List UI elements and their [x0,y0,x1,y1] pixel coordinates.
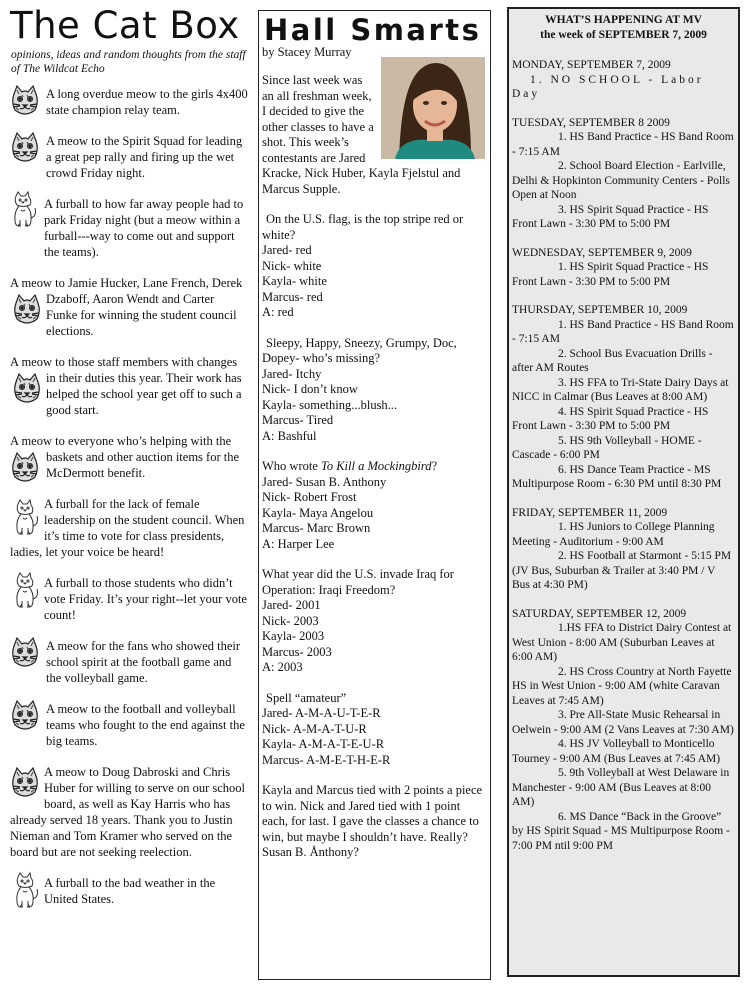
hall-smarts-title: Hall Smarts [264,13,482,47]
quiz-answer: Marcus- A-M-E-T-H-E-R [262,752,391,767]
event-item: 3. HS Spirit Squad Practice - HS Front Lawn - 3:30 PM to 5:00 PM [512,203,709,230]
cat-box-item-text: A furball to those students who didn’t vote Friday. It’s your right--let your vote count! [44,576,247,622]
author-photo [381,57,485,159]
cat-box-item-text: A furball for the lack of female leadership on the student council. When it’s time to vote for class presidents, ladies, let your voice be heard! [10,497,245,559]
quiz-answer: Nick- 2003 [262,613,319,628]
event-day-heading: MONDAY, SEPTEMBER 7, 2009 [512,59,671,71]
quiz-question: Sleepy, Happy, Sneezy, Grumpy, Doc, Dopey- who’s missing? [262,335,457,365]
closing-paragraph: Kayla and Marcus tied with 2 points a piece to win. Nick and Jared tied with 1 point each, for last. I gave the classes a chance to win, but maybe I shouldn’t have. Really? Susan B. Ånthony? [262,783,483,859]
cat-box-item [10,433,248,481]
cat-box-column [10,6,248,981]
cat-box-item-text: A long overdue meow to the girls 4x400 state champion relay team. [46,87,248,117]
subtitle-text: opinions, ideas and random thoughts from the staff of [11,49,246,75]
event-day-heading: SATURDAY, SEPTEMBER 12, 2009 [512,607,687,620]
event-day-heading: TUESDAY, SEPTEMBER 8 2009 [512,116,670,129]
quiz-answer: A: red [262,305,294,319]
quiz-answer: A: Harper Lee [262,536,335,551]
event-item: 4. HS JV Volleyball to Monticello Tourney - 9:00 AM (Bus Leaves at 7:45 AM) [512,738,721,765]
events-week: the week of SEPTEMBER 7, 2009 [540,29,707,41]
event-item: 2. HS Football at Starmont - 5:15 PM (JV Bus, Suburban & Trailer at 3:40 PM / V Bus at 4:30 PM) [512,550,732,591]
quiz-answer: Kayla- A-M-A-T-E-U-R [262,737,385,751]
event-item: 5. HS 9th Volleyball - HOME - Cascade - 6:00 PM [512,434,702,461]
event-item: 3. HS FFA to Tri-State Dairy Days at NICC in Calmar (Bus Leaves at 8:00 AM) [512,376,729,403]
portrait-image [381,57,485,159]
event-item: 1. HS Band Practice - HS Band Room - 7:15 AM [512,318,734,345]
furball-cat-icon [10,498,40,536]
quiz-answer: Marcus- red [262,289,323,304]
event-item: 1. NO SCHOOL - Labor Day [512,73,704,100]
event-item: 1. HS Juniors to College Planning Meeting - Auditorium - 9:00 AM [512,521,715,548]
event-item: 2. School Board Election - Earlville, Delhi & Hopkinton Community Centers - Polls Open at Noon [512,160,730,201]
quiz-answer: Nick- Robert Frost [262,490,357,504]
cat-face-icon [10,451,40,489]
events-heading: WHAT’S HAPPENING AT MV [545,14,702,26]
cat-box-item [10,496,248,560]
event-item: 1. HS Band Practice - HS Band Room - 7:15 AM [512,131,734,158]
cat-box-item-text: A meow to everyone who’s helping with the baskets and other auction items for the McDermott benefit. [10,434,239,480]
event-item: 3. Pre All-State Music Rehearsal in Oelwein - 9:00 AM (2 Vans Leaves at 7:30 AM) [512,709,734,736]
quiz-answer: Marcus- Marc Brown [262,521,371,535]
quiz-answer: Kayla- white [262,274,327,288]
cat-box-item [10,133,248,181]
quiz-questions [262,212,487,768]
publication-name: The Wildcat Echo [22,62,105,75]
quiz-answer: Jared- 2001 [262,598,321,612]
quiz-question: What year did the U.S. invade Iraq for Operation: Iraqi Freedom? [262,567,454,597]
quiz-question [262,459,487,475]
cat-box-subtitle [11,49,248,76]
cat-face-icon [10,636,40,674]
quiz-question: On the U.S. flag, is the top stripe red or white? [262,212,464,242]
cat-box-item-text: A furball to how far away people had to park Friday night (but a meow within a furball---way to come out and support the teams). [44,197,244,259]
cat-face-icon [12,293,42,331]
hall-smarts-column [258,10,491,980]
event-item: 1.HS FFA to District Dairy Contest at West Union - 8:00 AM (Suburban Leaves at 6:00 AM) [512,622,732,663]
cat-box-item [10,701,248,749]
cat-box-item-text: A furball to the bad weather in the United States. [44,876,216,906]
cat-box-item-text: A meow to Doug Dabroski and Chris Huber for willing to serve on our school board, as well as Kay Harris who has already served 18 years. Thank you to Justin Nieman and Tom Kramer who served on the board but are not seeking reelection. [10,765,246,859]
cat-face-icon [10,766,40,804]
quiz-answer: Kayla- something...blush... [262,397,398,412]
cat-box-item-text: A meow to the football and volleyball teams who fought to the end against the big teams. [46,702,245,748]
event-item: 4. HS Spirit Squad Practice - HS Front Lawn - 3:30 PM to 5:00 PM [512,405,709,432]
cat-box-item [10,86,248,118]
event-item: 2. School Bus Evacuation Drills - after AM Routes [512,347,713,374]
quiz-answer: Nick- I don’t know [262,382,358,396]
quiz-answer: A: Bashful [262,428,317,443]
cat-face-icon [10,84,40,122]
quiz-answer: Jared- red [262,243,312,257]
event-item: 2. HS Cross Country at North Fayette HS in West Union - 9:00 AM (white Caravan Leaves at 7:45 AM) [512,665,732,707]
cat-box-item [10,638,248,686]
quiz-answer: Jared- A-M-A-U-T-E-R [262,706,381,720]
quiz-question: Spell “amateur” [266,690,347,705]
cat-box-item [10,764,248,860]
question-text: ? [431,459,438,473]
cat-face-icon [12,372,42,410]
event-item: 6. HS Dance Team Practice - MS Multipurpose Room - 6:30 PM until 8:30 PM [512,463,722,490]
event-day-heading: FRIDAY, SEPTEMBER 11, 2009 [512,506,668,519]
quiz-answer: Nick- A-M-A-T-U-R [262,721,367,736]
cat-box-item [10,875,248,907]
cat-box-item-text: A meow to Jamie Hucker, Lane French, Derek Dzaboff, Aaron Wendt and Carter Funke for winning the student council elections. [10,276,243,338]
cat-box-item [10,275,248,339]
quiz-answer: Jared- Susan B. Anthony [262,474,387,489]
quiz-answer: Marcus- Tired [262,413,334,427]
book-title: To Kill a Mockingbird [321,459,432,473]
cat-box-item [10,196,248,260]
quiz-answer: Nick- white [262,258,322,273]
cat-box-item-text: A meow to those staff members with changes in their duties this year. Their work has helped the school year get off to such a good start. [10,355,242,417]
event-item: 1. HS Spirit Squad Practice - HS Front Lawn - 3:30 PM to 5:00 PM [512,261,709,288]
quiz-answer: Kayla- Maya Angelou [262,505,374,520]
quiz-answer: Jared- Itchy [262,366,322,381]
cat-box-item-text: A meow to the Spirit Squad for leading a great pep rally and firing up the wet crowd Friday night. [46,134,243,180]
cat-box-item [10,575,248,623]
quiz-answer: A: 2003 [262,660,303,674]
furball-cat-icon [10,871,40,909]
event-item: 5. 9th Volleyball at West Delaware in Manchester - 9:00 AM (Bus Leaves at 8:00 AM) [512,767,730,808]
cat-face-icon [10,131,40,169]
cat-box-items [10,86,248,907]
furball-cat-icon [8,190,38,228]
quiz-answer: Marcus- 2003 [262,644,332,659]
cat-box-item-text: A meow for the fans who showed their school spirit at the football game and the volleyball game. [46,639,241,685]
event-day-heading: WEDNESDAY, SEPTEMBER 9, 2009 [512,246,692,259]
events-column [507,7,740,977]
events-days [512,58,735,853]
cat-box-item [10,354,248,418]
byline: by Stacey Murray [262,45,352,59]
cat-box-title: The Cat Box [10,4,240,47]
event-day-heading: THURSDAY, SEPTEMBER 10, 2009 [512,304,688,316]
question-text: Who wrote [262,459,322,473]
furball-cat-icon [10,571,40,609]
cat-face-icon [10,699,40,737]
event-item: 6. MS Dance “Back in the Groove” by HS Spirit Squad - MS Multipurpose Room - 7:00 PM ntil 9:00 PM [512,810,730,852]
intro-paragraph: Since last week was an all freshman week, I decided to give the other classes to have a shot. This week’s contestants are Jared Kracke, Nick Huber, Kayla Fjelstul and Marcus Supple. [262,73,461,196]
quiz-answer: Kayla- 2003 [262,629,325,643]
